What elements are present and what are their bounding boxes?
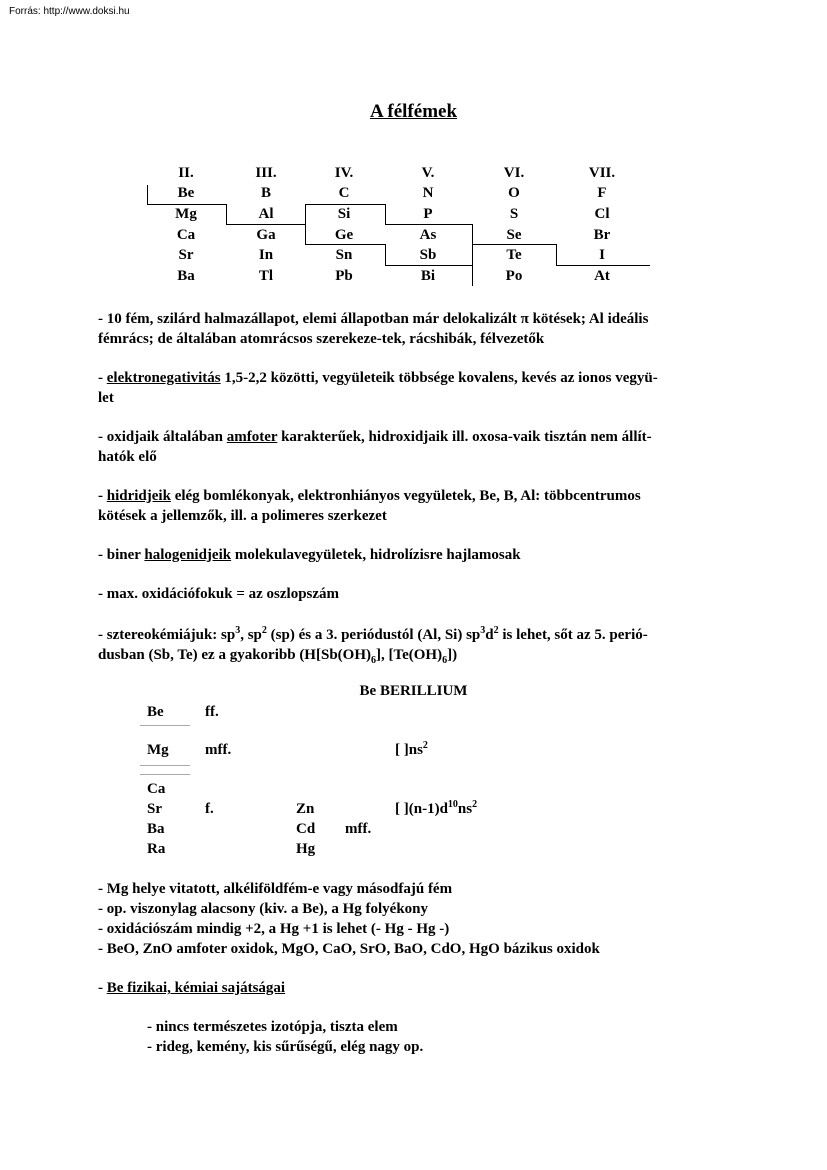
table-cell: Al	[258, 206, 274, 222]
list-item: - oxidációszám mindig +2, a Hg +1 is lehet (- Hg - Hg -)	[98, 921, 450, 937]
table-cell: Br	[593, 227, 611, 243]
text-fragment: karakterűek, hidroxidjaik ill. oxosa-vaik tisztán nem állít-	[277, 429, 652, 445]
table-cell: O	[508, 185, 520, 201]
table-cell: Ga	[256, 227, 276, 243]
boundary-line	[147, 185, 148, 205]
table-cell: Ba	[177, 268, 195, 284]
table-cell: In	[258, 247, 274, 263]
paragraph-electronegativity	[98, 368, 728, 408]
text-line: kötések a jellemzők, ill. a polimeres szerkezet	[98, 508, 387, 524]
boundary-line	[305, 204, 385, 205]
table-cell: B	[260, 185, 271, 201]
text-line	[98, 368, 728, 388]
label-mff-2: mff.	[345, 821, 372, 837]
divider	[140, 725, 190, 726]
text-line	[98, 486, 728, 506]
table-cell: As	[419, 227, 437, 243]
text-fragment: , sp	[240, 627, 262, 643]
superscript: 2	[472, 799, 478, 810]
boundary-line	[556, 265, 650, 266]
text-fragment: - biner	[98, 547, 145, 563]
list-item: - Mg helye vitatott, alkéliföldfém-e vagy másodfajú fém	[98, 881, 453, 897]
term-halides: halogenidjeik	[144, 547, 232, 563]
configuration-d10	[395, 801, 477, 818]
text-line	[98, 625, 728, 645]
text-fragment: d	[485, 627, 494, 643]
superscript: 2	[261, 625, 267, 636]
table-header: II.	[178, 165, 194, 181]
boundary-line	[226, 224, 305, 225]
text-fragment: - oxidjaik általában	[98, 429, 227, 445]
label-mff: mff.	[205, 742, 232, 758]
paragraph-metals	[98, 309, 728, 349]
table-cell: Bi	[420, 268, 436, 284]
paragraph-stereochemistry	[98, 625, 728, 665]
text-fragment: [ ]ns	[395, 742, 423, 758]
table-header: III.	[255, 165, 277, 181]
table-cell: At	[594, 268, 610, 284]
text-fragment: ], [Te(OH)	[375, 647, 443, 663]
paragraph-hydrides	[98, 486, 728, 526]
text-line	[98, 427, 728, 447]
element-mg: Mg	[147, 742, 169, 758]
text-fragment: -	[98, 370, 107, 386]
section-heading-beryllium: Be BERILLIUM	[359, 683, 468, 699]
table-cell: Ca	[176, 227, 196, 243]
table-cell: F	[597, 185, 607, 201]
list-item: - rideg, kemény, kis sűrűségű, elég nagy op.	[147, 1039, 424, 1055]
table-cell: Sb	[419, 247, 437, 263]
table-cell: Sr	[178, 247, 194, 263]
superscript: 2	[493, 625, 499, 636]
table-cell: Ge	[334, 227, 354, 243]
table-cell: Se	[506, 227, 522, 243]
term-electronegativity: elektronegativitás	[106, 370, 221, 386]
bullet-list	[98, 879, 728, 959]
table-header: V.	[421, 165, 435, 181]
text-line: - max. oxidációfokuk = az oszlopszám	[98, 586, 340, 602]
superscript: 3	[235, 625, 241, 636]
list-item: - nincs természetes izotópja, tiszta elem	[147, 1019, 398, 1035]
text-line	[98, 545, 728, 565]
boundary-line	[385, 204, 386, 225]
element-ra: Ra	[147, 841, 166, 857]
divider	[140, 765, 190, 766]
table-cell: Tl	[258, 268, 274, 284]
term-hydrides: hidridjeik	[106, 488, 171, 504]
be-properties-heading	[98, 978, 728, 998]
label-ff: ff.	[205, 704, 219, 720]
boundary-line	[385, 224, 472, 225]
element-ba: Ba	[147, 821, 165, 837]
divider	[140, 774, 190, 775]
table-cell: S	[509, 206, 519, 222]
text-fragment: - sztereokémiájuk: sp	[98, 627, 236, 643]
superscript: 10	[447, 799, 458, 810]
element-cd: Cd	[296, 821, 316, 837]
table-cell: Te	[506, 247, 522, 263]
table-cell: N	[422, 185, 434, 201]
text-line: hatók elő	[98, 449, 157, 465]
subscript: 6	[442, 655, 448, 666]
element-sr: Sr	[147, 801, 162, 817]
table-cell: I	[599, 247, 605, 263]
table-cell: Be	[177, 185, 195, 201]
text-line: - 10 fém, szilárd halmazállapot, elemi állapotban már delokalizált π kötések; Al ideális	[98, 311, 649, 327]
paragraph-oxidation	[98, 584, 728, 604]
boundary-line	[305, 244, 385, 245]
boundary-line	[472, 224, 473, 286]
text-fragment: ns	[457, 801, 473, 817]
source-note: Forrás: http://www.doksi.hu	[9, 6, 130, 17]
text-fragment: [ ](n-1)d	[395, 801, 448, 817]
boundary-line	[472, 244, 557, 245]
boundary-line	[226, 204, 227, 225]
list-item: - op. viszonylag alacsony (kiv. a Be), a Hg folyékony	[98, 901, 429, 917]
text-fragment: -	[98, 488, 107, 504]
text-line: let	[98, 390, 114, 406]
list-item: - BeO, ZnO amfoter oxidok, MgO, CaO, SrO, BaO, CdO, HgO bázikus oxidok	[98, 941, 600, 957]
paragraph-halides	[98, 545, 728, 565]
table-header: IV.	[334, 165, 354, 181]
boundary-line	[147, 204, 227, 205]
page-title: A félfémek	[369, 101, 458, 122]
text-line: fémrács; de általában atomrácsos szerekeze-tek, rácshibák, félvezetők	[98, 331, 545, 347]
table-cell: Pb	[335, 268, 353, 284]
text-fragment: (sp) és a 3. periódustól (Al, Si) sp	[266, 627, 481, 643]
table-cell: Si	[337, 206, 351, 222]
table-cell: P	[423, 206, 433, 222]
text-fragment: dusban (Sb, Te) ez a gyakoribb (H[Sb(OH)	[98, 647, 371, 663]
table-cell: Mg	[175, 206, 197, 222]
element-zn: Zn	[296, 801, 315, 817]
table-cell: C	[338, 185, 350, 201]
text-fragment: 1,5-2,2 közötti, vegyületeik többsége kovalens, kevés az ionos vegyü-	[220, 370, 658, 386]
element-hg: Hg	[296, 841, 316, 857]
boundary-line	[385, 244, 386, 265]
superscript: 3	[480, 625, 486, 636]
configuration-ns2	[395, 742, 428, 759]
text-fragment: elég bomlékonyak, elektronhiányos vegyületek, Be, B, Al: többcentrumos	[170, 488, 641, 504]
paragraph-oxides	[98, 427, 728, 467]
label-f: f.	[205, 801, 214, 817]
table-header: VII.	[588, 165, 616, 181]
table-cell: Po	[505, 268, 523, 284]
term-amphoteric: amfoter	[226, 429, 278, 445]
superscript: 2	[422, 740, 428, 751]
boundary-line	[385, 265, 473, 266]
subscript: 6	[370, 655, 376, 666]
table-cell: Cl	[594, 206, 610, 222]
element-ca: Ca	[147, 781, 166, 797]
table-cell: Sn	[335, 247, 353, 263]
text-line	[98, 645, 728, 665]
text-fragment: -	[98, 980, 107, 996]
table-header: VI.	[503, 165, 525, 181]
boundary-line	[556, 244, 557, 265]
text-fragment: ])	[447, 647, 458, 663]
be-properties-list	[147, 1017, 423, 1057]
subheading: Be fizikai, kémiai sajátságai	[106, 980, 286, 996]
text-fragment: is lehet, sőt az 5. perió-	[498, 627, 648, 643]
boundary-line	[305, 204, 306, 245]
text-fragment: molekulavegyületek, hidrolízisre hajlamosak	[231, 547, 521, 563]
element-be: Be	[147, 704, 164, 720]
